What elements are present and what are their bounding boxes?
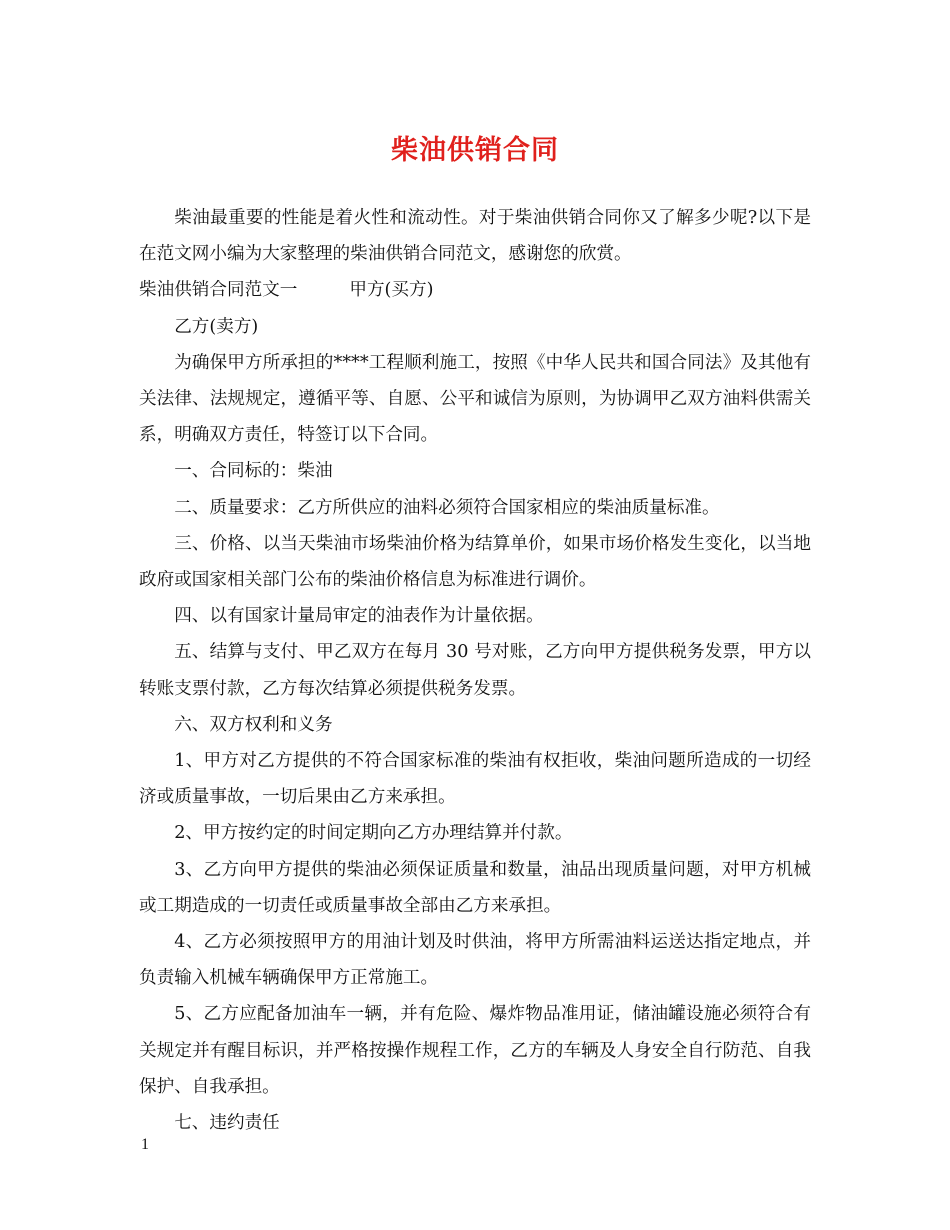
- clause-6-item-1: 1、甲方对乙方提供的不符合国家标准的柴油有权拒收，柴油问题所造成的一切经济或质量事故，一切后果由乙方来承担。: [139, 751, 811, 808]
- clause-5: 五、结算与支付、甲乙双方在每月 30 号对账，乙方向甲方提供税务发票，甲方以转账支票付款，乙方每次结算必须提供税务发票。: [139, 642, 811, 699]
- preamble-paragraph: 为确保甲方所承担的****工程顺利施工，按照《中华人民共和国合同法》及其他有关法律、法规规定，遵循平等、自愿、公平和诚信为原则，为协调甲乙双方油料供需关系，明确双方责任，特签订以下合同。: [139, 352, 811, 446]
- clause-6-item-5: 5、乙方应配备加油车一辆，并有危险、爆炸物品准用证，储油罐设施必须符合有关规定并有醒目标识，并严格按操作规程工作，乙方的车辆及人身安全自行防范、自我保护、自我承担。: [139, 1004, 811, 1097]
- clause-6-item-3: 3、乙方向甲方提供的柴油必须保证质量和数量，油品出现质量问题，对甲方机械或工期造成的一切责任或质量事故全部由乙方来承担。: [139, 859, 811, 916]
- party-a-label: 甲方(买方): [349, 280, 434, 301]
- intro-paragraph: 柴油最重要的性能是着火性和流动性。对于柴油供销合同你又了解多少呢?以下是在范文网小编为大家整理的柴油供销合同范文，感谢您的欣赏。: [139, 208, 811, 265]
- clause-7: 七、违约责任: [174, 1113, 280, 1134]
- clause-6-item-2: 2、甲方按约定的时间定期向乙方办理结算并付款。: [174, 823, 573, 844]
- clause-1: 一、合同标的：柴油: [174, 461, 333, 482]
- party-b-label: 乙方(卖方): [174, 316, 259, 337]
- page-number: 1: [141, 1136, 149, 1153]
- document-body: [139, 200, 811, 1141]
- clause-4: 四、以有国家计量局审定的油表作为计量依据。: [174, 606, 544, 627]
- clause-6: 六、双方权利和义务: [174, 714, 333, 735]
- sample-heading-line: [139, 272, 811, 308]
- clause-3: 三、价格、以当天柴油市场柴油价格为结算单价，如果市场价格发生变化，以当地政府或国家相关部门公布的柴油价格信息为标准进行调价。: [139, 533, 811, 591]
- document-title: 柴油供销合同: [391, 135, 559, 166]
- sample-heading: 柴油供销合同范文一: [139, 280, 298, 301]
- clause-6-item-4: 4、乙方必须按照甲方的用油计划及时供油，将甲方所需油料运送达指定地点，并负责输入机械车辆确保甲方正常施工。: [139, 932, 811, 989]
- clause-2: 二、质量要求：乙方所供应的油料必须符合国家相应的柴油质量标准。: [174, 497, 720, 518]
